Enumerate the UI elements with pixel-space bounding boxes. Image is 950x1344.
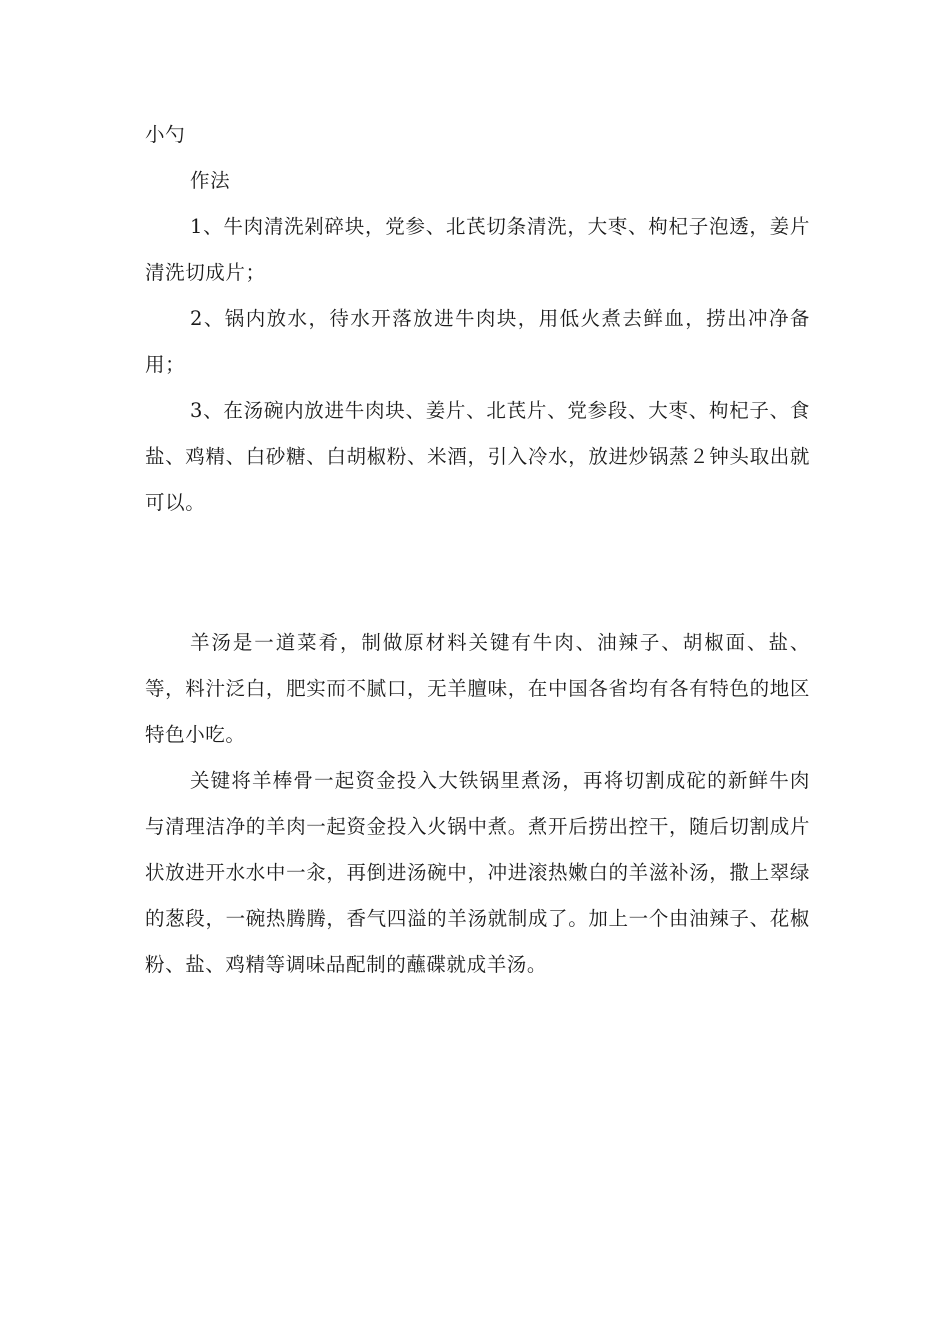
mutton-soup-method: 关键将羊棒骨一起资金投入大铁锅里煮汤，再将切割成砣的新鲜牛肉与清理洁净的羊肉一起资金投入火锅中煮。煮开后捞出控干，随后切割成片状放进开水水中一汆，再倒进汤碗中，冲进滚热嫩白的羊滋补汤，撒上翠绿的葱段，一碗热腾腾，香气四溢的羊汤就制成了。加上一个由油辣子、花椒粉、盐、鸡精等调味品配制的蘸碟就成羊汤。: [145, 769, 810, 976]
method-heading: 作法: [190, 169, 231, 192]
mutton-soup-intro: 羊汤是一道菜肴，制做原材料关键有牛肉、油辣子、胡椒面、盐、等，料汁泛白，肥实而不腻口，无羊膻味，在中国各省均有各有特色的地区特色小吃。: [145, 631, 810, 746]
document-body: [145, 112, 810, 988]
section-spacer: [145, 526, 810, 620]
step-1: 1、牛肉清洗剁碎块，党参、北芪切条清洗，大枣、枸杞子泡透，姜片清洗切成片；: [145, 215, 810, 284]
step-3: 3、在汤碗内放进牛肉块、姜片、北芪片、党参段、大枣、枸杞子、食盐、鸡精、白砂糖、白胡椒粉、米酒，引入冷水，放进炒锅蒸２钟头取出就可以。: [145, 399, 810, 514]
intro-line: 小勺: [145, 123, 186, 146]
step-2: 2、锅内放水，待水开落放进牛肉块，用低火煮去鲜血，捞出冲净备用；: [145, 307, 810, 376]
